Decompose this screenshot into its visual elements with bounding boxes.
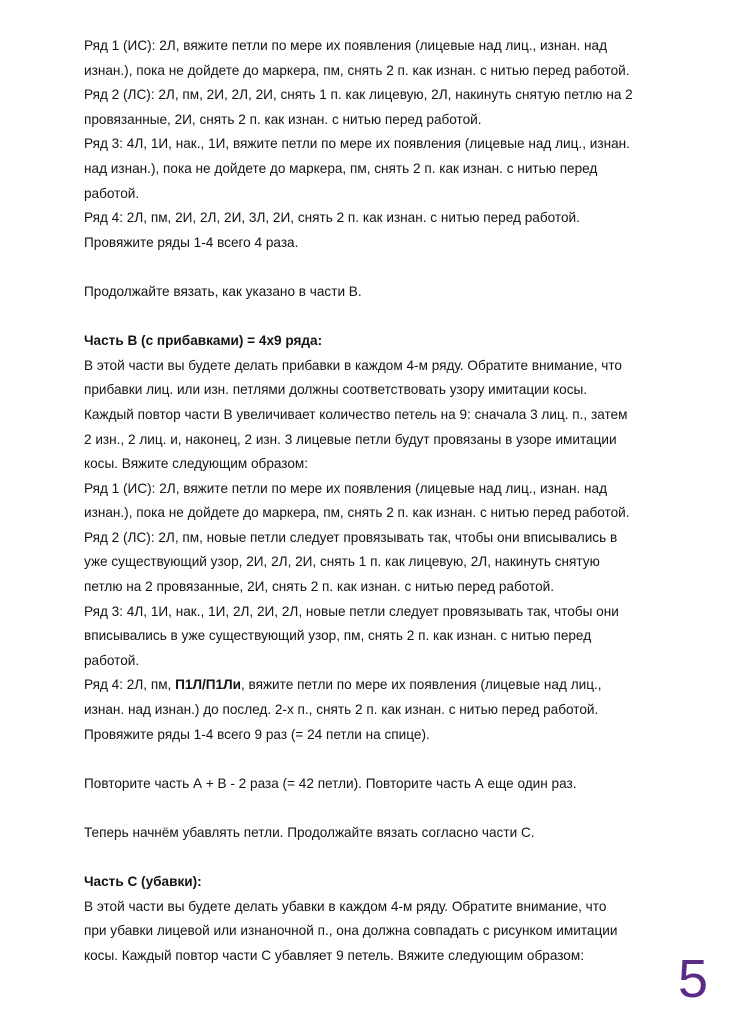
part-b-row-3: Ряд 3: 4Л, 1И, нак., 1И, 2Л, 2И, 2Л, новые петли следует провязывать так, чтобы они вписывались в уже существующий узор, пм, снять 2 п. как изнан. с нитью перед работой. bbox=[84, 603, 619, 668]
part-b-intro: В этой части вы будете делать прибавки в каждом 4-м ряду. Обратите внимание, что прибавки лиц. или изн. петлями должны соответствовать узору имитации косы. Каждый повтор части В увеличивает количество петель на 9: сначала 3 лиц. п., затем 2 изн., 2 лиц. и, наконец, 2 изн. 3 лицевые петли будут провязаны в узоре имитации косы. Вяжите следующим образом: bbox=[84, 357, 628, 472]
spacer bbox=[84, 747, 684, 772]
part-b-heading: Часть В (с прибавками) = 4x9 ряда: bbox=[84, 333, 323, 349]
part-b-row-4 bbox=[84, 673, 684, 722]
document-body bbox=[84, 34, 684, 969]
part-c-intro: В этой части вы будете делать убавки в каждом 4-м ряду. Обратите внимание, что при убавки лицевой или изнаночной п., она должна совпадать с рисунком имитации косы. Каждый повтор части С убавляет 9 петель. Вяжите следующим образом: bbox=[84, 898, 618, 963]
part-b-row-2: Ряд 2 (ЛС): 2Л, пм, новые петли следует провязывать так, чтобы они вписывались в уже существующий узор, 2И, 2Л, 2И, снять 1 п. как лицевую, 2Л, накинуть снятую петлю на 2 провязанные, 2И, снять 2 п. как изнан. с нитью перед работой. bbox=[84, 529, 618, 595]
part-a-continue: Продолжайте вязать, как указано в части В. bbox=[84, 283, 362, 299]
part-b-repeat: Провяжите ряды 1-4 всего 9 раз (= 24 петли на спице). bbox=[84, 726, 430, 742]
part-b-row-4-bold-term: П1Л/П1Ли bbox=[175, 677, 241, 693]
part-b-row-1: Ряд 1 (ИС): 2Л, вяжите петли по мере их появления (лицевые над лиц., изнан. над изнан.), пока не дойдете до маркера, пм, снять 2 п. как изнан. с нитью перед работой. bbox=[84, 480, 630, 521]
part-a-repeat: Провяжите ряды 1-4 всего 4 раза. bbox=[84, 234, 299, 250]
spacer bbox=[84, 305, 684, 330]
part-a-row-3: Ряд 3: 4Л, 1И, нак., 1И, вяжите петли по мере их появления (лицевые над лиц., изнан. над изнан.), пока не дойдете до маркера, пм, снять 2 п. как изнан. с нитью перед работой. bbox=[84, 136, 630, 201]
part-b-row-4-start: Ряд 4: 2Л, пм, bbox=[84, 677, 176, 693]
repeat-a-b: Повторите часть А + В - 2 раза (= 42 петли). Повторите часть А еще один раз. bbox=[84, 775, 577, 791]
spacer bbox=[84, 796, 684, 821]
spacer bbox=[84, 846, 684, 871]
spacer bbox=[84, 255, 684, 280]
page-number: 5 bbox=[678, 949, 709, 1009]
part-a-row-2: Ряд 2 (ЛС): 2Л, пм, 2И, 2Л, 2И, снять 1 п. как лицевую, 2Л, накинуть снятую петлю на 2 провязанные, 2И, снять 2 п. как изнан. с нитью перед работой. bbox=[84, 87, 633, 127]
part-a-row-4: Ряд 4: 2Л, пм, 2И, 2Л, 2И, 3Л, 2И, снять 2 п. как изнан. с нитью перед работой. bbox=[84, 210, 580, 226]
part-a-row-1: Ряд 1 (ИС): 2Л, вяжите петли по мере их появления (лицевые над лиц., изнан. над изнан.), пока не дойдете до маркера, пм, снять 2 п. как изнан. с нитью перед работой. bbox=[84, 38, 630, 78]
part-c-heading: Часть С (убавки): bbox=[84, 874, 202, 890]
part-b-row-4-rest: , вяжите петли по мере их появления (лицевые над лиц., изнан. над изнан.) до послед. 2-х п., снять 2 п. как изнан. с нитью перед работой. bbox=[84, 677, 602, 718]
decrease-intro: Теперь начнём убавлять петли. Продолжайте вязать согласно части С. bbox=[84, 825, 535, 840]
